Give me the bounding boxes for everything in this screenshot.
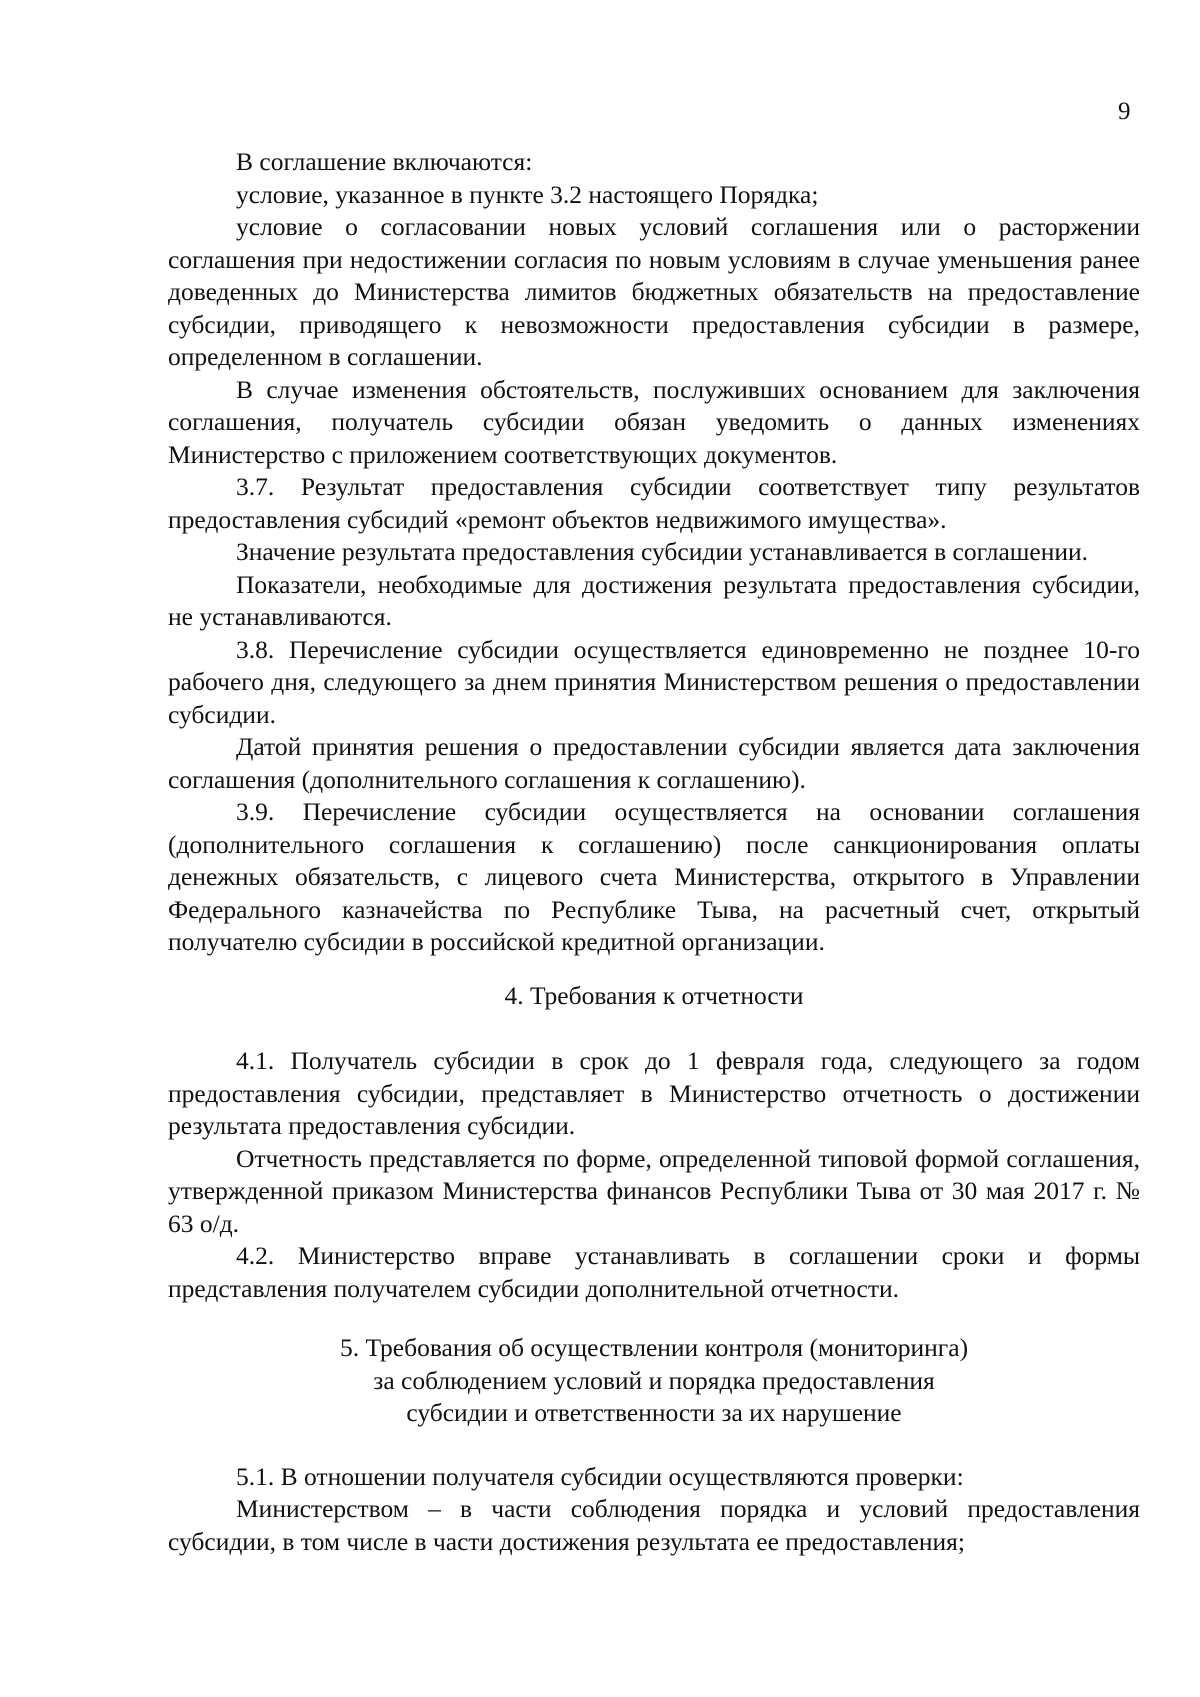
page-number: 9 <box>1118 98 1131 125</box>
heading-line: за соблюдением условий и порядка предоставления <box>373 1365 935 1395</box>
paragraph: 4.2. Министерство вправе устанавливать в соглашении сроки и формы представления получателем субсидии дополнительной отчетности. <box>168 1241 1140 1303</box>
paragraph: Датой принятия решения о предоставлении субсидии является дата заключения соглашения (дополнительного соглашения к соглашению). <box>168 732 1140 794</box>
section-5-heading <box>168 1332 1140 1430</box>
section-4-heading: 4. Требования к отчетности <box>504 980 804 1010</box>
paragraph: Показатели, необходимые для достижения результата предоставления субсидии, не устанавливаются. <box>168 569 1140 631</box>
paragraph: В случае изменения обстоятельств, послуживших основанием для заключения соглашения, получатель субсидии обязан уведомить о данных изменениях Министерство с приложением соответствующих документов. <box>168 374 1140 469</box>
paragraph: 3.8. Перечисление субсидии осуществляется единовременно не позднее 10-го рабочего дня, следующего за днем принятия Министерством решения о предоставлении субсидии. <box>168 634 1140 729</box>
paragraph: Отчетность представляется по форме, определенной типовой формой соглашения, утвержденной приказом Министерства финансов Республики Тыва от 30 мая 2017 г. № 63 о/д. <box>168 1143 1140 1238</box>
document-body <box>168 146 1140 1558</box>
heading-line: 5. Требования об осуществлении контроля (мониторинга) <box>339 1333 969 1362</box>
paragraph: Министерством – в части соблюдения порядка и условий предоставления субсидии, в том числе в части достижения результата ее предоставления; <box>168 1494 1140 1556</box>
heading-line: субсидии и ответственности за их нарушение <box>406 1398 902 1427</box>
paragraph: 3.9. Перечисление субсидии осуществляется на основании соглашения (дополнительного соглашения к соглашению) после санкционирования оплаты денежных обязательств, с лицевого счета Министерства, открытого в Управлении Федерального казначейства по Республике Тыва, на расчетный счет, открытый получателю субсидии в российской кредитной организации. <box>168 797 1140 956</box>
paragraph: условие, указанное в пункте 3.2 настоящего Порядка; <box>236 179 819 209</box>
paragraph: Значение результата предоставления субсидии устанавливается в соглашении. <box>236 537 1089 566</box>
paragraph: 3.7. Результат предоставления субсидии соответствует типу результатов предоставления субсидий «ремонт объектов недвижимого имущества». <box>168 472 1140 534</box>
paragraph: В соглашение включаются: <box>236 147 533 176</box>
paragraph: 5.1. В отношении получателя субсидии осуществляются проверки: <box>236 1461 964 1491</box>
paragraph: условие о согласовании новых условий соглашения или о расторжении соглашения при недостижении согласия по новым условиям в случае уменьшения ранее доведенных до Министерства лимитов бюджетных обязательств на предоставление субсидии, приводящего к невозможности предоставления субсидии в размере, определенном в соглашении. <box>168 212 1140 371</box>
paragraph: 4.1. Получатель субсидии в срок до 1 февраля года, следующего за годом предоставления субсидии, представляет в Министерство отчетность о достижении результата предоставления субсидии. <box>168 1046 1140 1140</box>
